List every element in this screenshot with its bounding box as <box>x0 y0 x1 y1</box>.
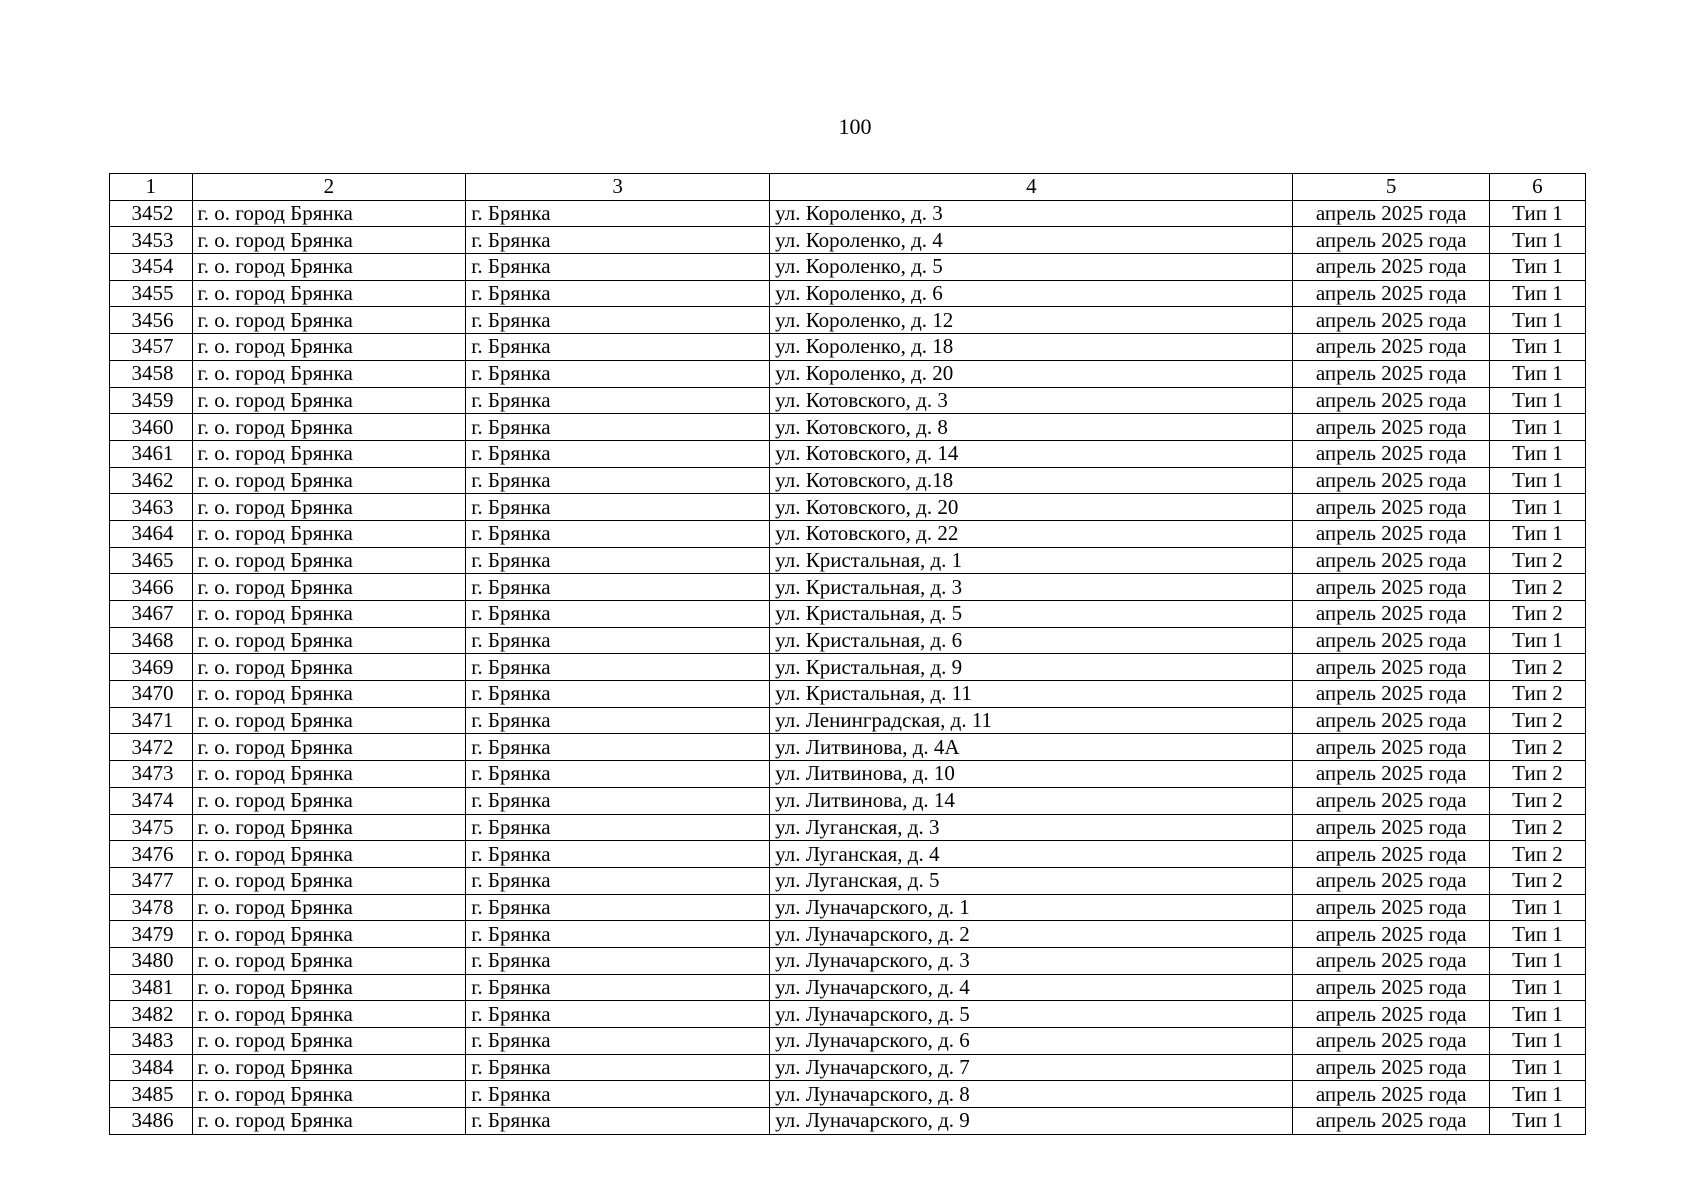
row-number-cell: 3475 <box>110 814 193 841</box>
table-row <box>110 360 1586 387</box>
district-cell: г. о. город Брянка <box>192 387 466 414</box>
address-cell: ул. Луганская, д. 3 <box>770 814 1293 841</box>
type-cell: Тип 1 <box>1489 974 1585 1001</box>
address-cell: ул. Луначарского, д. 3 <box>770 947 1293 974</box>
table-row <box>110 494 1586 521</box>
district-cell: г. о. город Брянка <box>192 627 466 654</box>
date-cell: апрель 2025 года <box>1293 707 1489 734</box>
table-row <box>110 601 1586 628</box>
table-row <box>110 1054 1586 1081</box>
district-cell: г. о. город Брянка <box>192 1108 466 1135</box>
type-cell: Тип 1 <box>1489 520 1585 547</box>
settlement-cell: г. Брянка <box>466 547 770 574</box>
address-cell: ул. Луначарского, д. 7 <box>770 1054 1293 1081</box>
row-number-cell: 3469 <box>110 654 193 681</box>
settlement-cell: г. Брянка <box>466 307 770 334</box>
type-cell: Тип 1 <box>1489 1028 1585 1055</box>
settlement-cell: г. Брянка <box>466 814 770 841</box>
date-cell: апрель 2025 года <box>1293 227 1489 254</box>
district-cell: г. о. город Брянка <box>192 494 466 521</box>
settlement-cell: г. Брянка <box>466 947 770 974</box>
table-row <box>110 707 1586 734</box>
date-cell: апрель 2025 года <box>1293 307 1489 334</box>
type-cell: Тип 2 <box>1489 841 1585 868</box>
table-row <box>110 280 1586 307</box>
row-number-cell: 3467 <box>110 601 193 628</box>
district-cell: г. о. город Брянка <box>192 787 466 814</box>
settlement-cell: г. Брянка <box>466 520 770 547</box>
settlement-cell: г. Брянка <box>466 1028 770 1055</box>
settlement-cell: г. Брянка <box>466 921 770 948</box>
settlement-cell: г. Брянка <box>466 734 770 761</box>
table-row <box>110 761 1586 788</box>
table-row <box>110 1108 1586 1135</box>
type-cell: Тип 2 <box>1489 574 1585 601</box>
date-cell: апрель 2025 года <box>1293 894 1489 921</box>
district-cell: г. о. город Брянка <box>192 1001 466 1028</box>
type-cell: Тип 1 <box>1489 894 1585 921</box>
type-cell: Тип 1 <box>1489 494 1585 521</box>
date-cell: апрель 2025 года <box>1293 520 1489 547</box>
address-cell: ул. Короленко, д. 3 <box>770 200 1293 227</box>
date-cell: апрель 2025 года <box>1293 467 1489 494</box>
district-cell: г. о. город Брянка <box>192 841 466 868</box>
district-cell: г. о. город Брянка <box>192 734 466 761</box>
table-header-row <box>110 174 1586 201</box>
settlement-cell: г. Брянка <box>466 787 770 814</box>
address-cell: ул. Луначарского, д. 9 <box>770 1108 1293 1135</box>
district-cell: г. о. город Брянка <box>192 1054 466 1081</box>
address-cell: ул. Короленко, д. 4 <box>770 227 1293 254</box>
settlement-cell: г. Брянка <box>466 254 770 281</box>
type-cell: Тип 1 <box>1489 360 1585 387</box>
type-cell: Тип 1 <box>1489 921 1585 948</box>
district-cell: г. о. город Брянка <box>192 574 466 601</box>
table-row <box>110 387 1586 414</box>
district-cell: г. о. город Брянка <box>192 227 466 254</box>
type-cell: Тип 1 <box>1489 387 1585 414</box>
address-cell: ул. Литвинова, д. 14 <box>770 787 1293 814</box>
date-cell: апрель 2025 года <box>1293 627 1489 654</box>
date-cell: апрель 2025 года <box>1293 1081 1489 1108</box>
column-header: 4 <box>770 174 1293 201</box>
table-row <box>110 814 1586 841</box>
table-row <box>110 574 1586 601</box>
table-row <box>110 867 1586 894</box>
table-row <box>110 974 1586 1001</box>
settlement-cell: г. Брянка <box>466 334 770 361</box>
table-row <box>110 254 1586 281</box>
date-cell: апрель 2025 года <box>1293 787 1489 814</box>
address-cell: ул. Луганская, д. 4 <box>770 841 1293 868</box>
address-cell: ул. Кристальная, д. 5 <box>770 601 1293 628</box>
settlement-cell: г. Брянка <box>466 227 770 254</box>
type-cell: Тип 2 <box>1489 814 1585 841</box>
district-cell: г. о. город Брянка <box>192 707 466 734</box>
row-number-cell: 3483 <box>110 1028 193 1055</box>
type-cell: Тип 2 <box>1489 787 1585 814</box>
date-cell: апрель 2025 года <box>1293 440 1489 467</box>
address-cell: ул. Кристальная, д. 3 <box>770 574 1293 601</box>
settlement-cell: г. Брянка <box>466 627 770 654</box>
row-number-cell: 3480 <box>110 947 193 974</box>
registry-table <box>109 173 1586 1135</box>
table-row <box>110 787 1586 814</box>
settlement-cell: г. Брянка <box>466 841 770 868</box>
date-cell: апрель 2025 года <box>1293 974 1489 1001</box>
table-row <box>110 947 1586 974</box>
table-row <box>110 841 1586 868</box>
district-cell: г. о. город Брянка <box>192 601 466 628</box>
type-cell: Тип 2 <box>1489 681 1585 708</box>
date-cell: апрель 2025 года <box>1293 947 1489 974</box>
table-row <box>110 1028 1586 1055</box>
row-number-cell: 3479 <box>110 921 193 948</box>
settlement-cell: г. Брянка <box>466 1001 770 1028</box>
table-row <box>110 1081 1586 1108</box>
date-cell: апрель 2025 года <box>1293 334 1489 361</box>
date-cell: апрель 2025 года <box>1293 1054 1489 1081</box>
address-cell: ул. Короленко, д. 12 <box>770 307 1293 334</box>
row-number-cell: 3471 <box>110 707 193 734</box>
row-number-cell: 3456 <box>110 307 193 334</box>
settlement-cell: г. Брянка <box>466 1081 770 1108</box>
column-header: 5 <box>1293 174 1489 201</box>
type-cell: Тип 1 <box>1489 947 1585 974</box>
date-cell: апрель 2025 года <box>1293 494 1489 521</box>
row-number-cell: 3477 <box>110 867 193 894</box>
table-body <box>110 200 1586 1134</box>
address-cell: ул. Литвинова, д. 4А <box>770 734 1293 761</box>
address-cell: ул. Котовского, д. 22 <box>770 520 1293 547</box>
address-cell: ул. Котовского, д. 8 <box>770 414 1293 441</box>
date-cell: апрель 2025 года <box>1293 387 1489 414</box>
row-number-cell: 3454 <box>110 254 193 281</box>
column-header: 2 <box>192 174 466 201</box>
date-cell: апрель 2025 года <box>1293 574 1489 601</box>
date-cell: апрель 2025 года <box>1293 360 1489 387</box>
type-cell: Тип 2 <box>1489 707 1585 734</box>
type-cell: Тип 1 <box>1489 440 1585 467</box>
date-cell: апрель 2025 года <box>1293 1028 1489 1055</box>
type-cell: Тип 1 <box>1489 467 1585 494</box>
type-cell: Тип 2 <box>1489 867 1585 894</box>
address-cell: ул. Короленко, д. 5 <box>770 254 1293 281</box>
type-cell: Тип 2 <box>1489 601 1585 628</box>
settlement-cell: г. Брянка <box>466 494 770 521</box>
row-number-cell: 3470 <box>110 681 193 708</box>
type-cell: Тип 1 <box>1489 1108 1585 1135</box>
settlement-cell: г. Брянка <box>466 761 770 788</box>
district-cell: г. о. город Брянка <box>192 414 466 441</box>
address-cell: ул. Кристальная, д. 9 <box>770 654 1293 681</box>
type-cell: Тип 1 <box>1489 1081 1585 1108</box>
table-row <box>110 654 1586 681</box>
table-row <box>110 440 1586 467</box>
district-cell: г. о. город Брянка <box>192 307 466 334</box>
column-header: 6 <box>1489 174 1585 201</box>
row-number-cell: 3485 <box>110 1081 193 1108</box>
type-cell: Тип 2 <box>1489 547 1585 574</box>
column-header: 3 <box>466 174 770 201</box>
address-cell: ул. Короленко, д. 18 <box>770 334 1293 361</box>
table-row <box>110 734 1586 761</box>
district-cell: г. о. город Брянка <box>192 440 466 467</box>
type-cell: Тип 1 <box>1489 307 1585 334</box>
district-cell: г. о. город Брянка <box>192 200 466 227</box>
date-cell: апрель 2025 года <box>1293 414 1489 441</box>
settlement-cell: г. Брянка <box>466 467 770 494</box>
row-number-cell: 3476 <box>110 841 193 868</box>
address-cell: ул. Кристальная, д. 11 <box>770 681 1293 708</box>
address-cell: ул. Котовского, д. 3 <box>770 387 1293 414</box>
address-cell: ул. Луначарского, д. 2 <box>770 921 1293 948</box>
district-cell: г. о. город Брянка <box>192 280 466 307</box>
row-number-cell: 3458 <box>110 360 193 387</box>
settlement-cell: г. Брянка <box>466 654 770 681</box>
settlement-cell: г. Брянка <box>466 360 770 387</box>
district-cell: г. о. город Брянка <box>192 921 466 948</box>
settlement-cell: г. Брянка <box>466 387 770 414</box>
type-cell: Тип 1 <box>1489 1001 1585 1028</box>
settlement-cell: г. Брянка <box>466 974 770 1001</box>
type-cell: Тип 1 <box>1489 280 1585 307</box>
settlement-cell: г. Брянка <box>466 707 770 734</box>
date-cell: апрель 2025 года <box>1293 867 1489 894</box>
date-cell: апрель 2025 года <box>1293 654 1489 681</box>
district-cell: г. о. город Брянка <box>192 254 466 281</box>
table-row <box>110 227 1586 254</box>
address-cell: ул. Луначарского, д. 4 <box>770 974 1293 1001</box>
date-cell: апрель 2025 года <box>1293 547 1489 574</box>
table-row <box>110 414 1586 441</box>
row-number-cell: 3455 <box>110 280 193 307</box>
address-cell: ул. Кристальная, д. 6 <box>770 627 1293 654</box>
row-number-cell: 3466 <box>110 574 193 601</box>
settlement-cell: г. Брянка <box>466 867 770 894</box>
settlement-cell: г. Брянка <box>466 440 770 467</box>
address-cell: ул. Луганская, д. 5 <box>770 867 1293 894</box>
row-number-cell: 3468 <box>110 627 193 654</box>
district-cell: г. о. город Брянка <box>192 360 466 387</box>
row-number-cell: 3482 <box>110 1001 193 1028</box>
type-cell: Тип 1 <box>1489 200 1585 227</box>
date-cell: апрель 2025 года <box>1293 280 1489 307</box>
address-cell: ул. Луначарского, д. 5 <box>770 1001 1293 1028</box>
row-number-cell: 3486 <box>110 1108 193 1135</box>
district-cell: г. о. город Брянка <box>192 814 466 841</box>
table-row <box>110 547 1586 574</box>
row-number-cell: 3461 <box>110 440 193 467</box>
address-cell: ул. Литвинова, д. 10 <box>770 761 1293 788</box>
type-cell: Тип 1 <box>1489 1054 1585 1081</box>
column-header: 1 <box>110 174 193 201</box>
district-cell: г. о. город Брянка <box>192 947 466 974</box>
row-number-cell: 3478 <box>110 894 193 921</box>
type-cell: Тип 1 <box>1489 627 1585 654</box>
type-cell: Тип 1 <box>1489 227 1585 254</box>
date-cell: апрель 2025 года <box>1293 200 1489 227</box>
address-cell: ул. Котовского, д.18 <box>770 467 1293 494</box>
row-number-cell: 3465 <box>110 547 193 574</box>
table-row <box>110 467 1586 494</box>
settlement-cell: г. Брянка <box>466 574 770 601</box>
address-cell: ул. Ленинградская, д. 11 <box>770 707 1293 734</box>
district-cell: г. о. город Брянка <box>192 974 466 1001</box>
settlement-cell: г. Брянка <box>466 1054 770 1081</box>
address-cell: ул. Луначарского, д. 8 <box>770 1081 1293 1108</box>
date-cell: апрель 2025 года <box>1293 841 1489 868</box>
table-row <box>110 200 1586 227</box>
district-cell: г. о. город Брянка <box>192 894 466 921</box>
row-number-cell: 3481 <box>110 974 193 1001</box>
settlement-cell: г. Брянка <box>466 894 770 921</box>
row-number-cell: 3464 <box>110 520 193 547</box>
district-cell: г. о. город Брянка <box>192 681 466 708</box>
address-cell: ул. Котовского, д. 20 <box>770 494 1293 521</box>
date-cell: апрель 2025 года <box>1293 761 1489 788</box>
row-number-cell: 3452 <box>110 200 193 227</box>
district-cell: г. о. город Брянка <box>192 761 466 788</box>
date-cell: апрель 2025 года <box>1293 601 1489 628</box>
district-cell: г. о. город Брянка <box>192 654 466 681</box>
row-number-cell: 3459 <box>110 387 193 414</box>
address-cell: ул. Луначарского, д. 1 <box>770 894 1293 921</box>
table-row <box>110 520 1586 547</box>
table-row <box>110 894 1586 921</box>
row-number-cell: 3473 <box>110 761 193 788</box>
address-cell: ул. Короленко, д. 6 <box>770 280 1293 307</box>
type-cell: Тип 2 <box>1489 761 1585 788</box>
row-number-cell: 3460 <box>110 414 193 441</box>
type-cell: Тип 1 <box>1489 334 1585 361</box>
address-cell: ул. Луначарского, д. 6 <box>770 1028 1293 1055</box>
table-row <box>110 1001 1586 1028</box>
address-cell: ул. Котовского, д. 14 <box>770 440 1293 467</box>
district-cell: г. о. город Брянка <box>192 467 466 494</box>
type-cell: Тип 1 <box>1489 414 1585 441</box>
table-row <box>110 627 1586 654</box>
address-cell: ул. Кристальная, д. 1 <box>770 547 1293 574</box>
district-cell: г. о. город Брянка <box>192 547 466 574</box>
date-cell: апрель 2025 года <box>1293 1001 1489 1028</box>
table-row <box>110 921 1586 948</box>
settlement-cell: г. Брянка <box>466 681 770 708</box>
settlement-cell: г. Брянка <box>466 414 770 441</box>
district-cell: г. о. город Брянка <box>192 1081 466 1108</box>
table-row <box>110 334 1586 361</box>
date-cell: апрель 2025 года <box>1293 254 1489 281</box>
date-cell: апрель 2025 года <box>1293 1108 1489 1135</box>
row-number-cell: 3484 <box>110 1054 193 1081</box>
row-number-cell: 3453 <box>110 227 193 254</box>
date-cell: апрель 2025 года <box>1293 814 1489 841</box>
type-cell: Тип 2 <box>1489 654 1585 681</box>
district-cell: г. о. город Брянка <box>192 867 466 894</box>
settlement-cell: г. Брянка <box>466 200 770 227</box>
settlement-cell: г. Брянка <box>466 1108 770 1135</box>
date-cell: апрель 2025 года <box>1293 681 1489 708</box>
type-cell: Тип 1 <box>1489 254 1585 281</box>
row-number-cell: 3472 <box>110 734 193 761</box>
district-cell: г. о. город Брянка <box>192 1028 466 1055</box>
district-cell: г. о. город Брянка <box>192 334 466 361</box>
row-number-cell: 3463 <box>110 494 193 521</box>
page-number: 100 <box>838 114 872 139</box>
table-row <box>110 307 1586 334</box>
type-cell: Тип 2 <box>1489 734 1585 761</box>
district-cell: г. о. город Брянка <box>192 520 466 547</box>
row-number-cell: 3474 <box>110 787 193 814</box>
date-cell: апрель 2025 года <box>1293 734 1489 761</box>
table-row <box>110 681 1586 708</box>
settlement-cell: г. Брянка <box>466 280 770 307</box>
address-cell: ул. Короленко, д. 20 <box>770 360 1293 387</box>
row-number-cell: 3462 <box>110 467 193 494</box>
row-number-cell: 3457 <box>110 334 193 361</box>
date-cell: апрель 2025 года <box>1293 921 1489 948</box>
settlement-cell: г. Брянка <box>466 601 770 628</box>
